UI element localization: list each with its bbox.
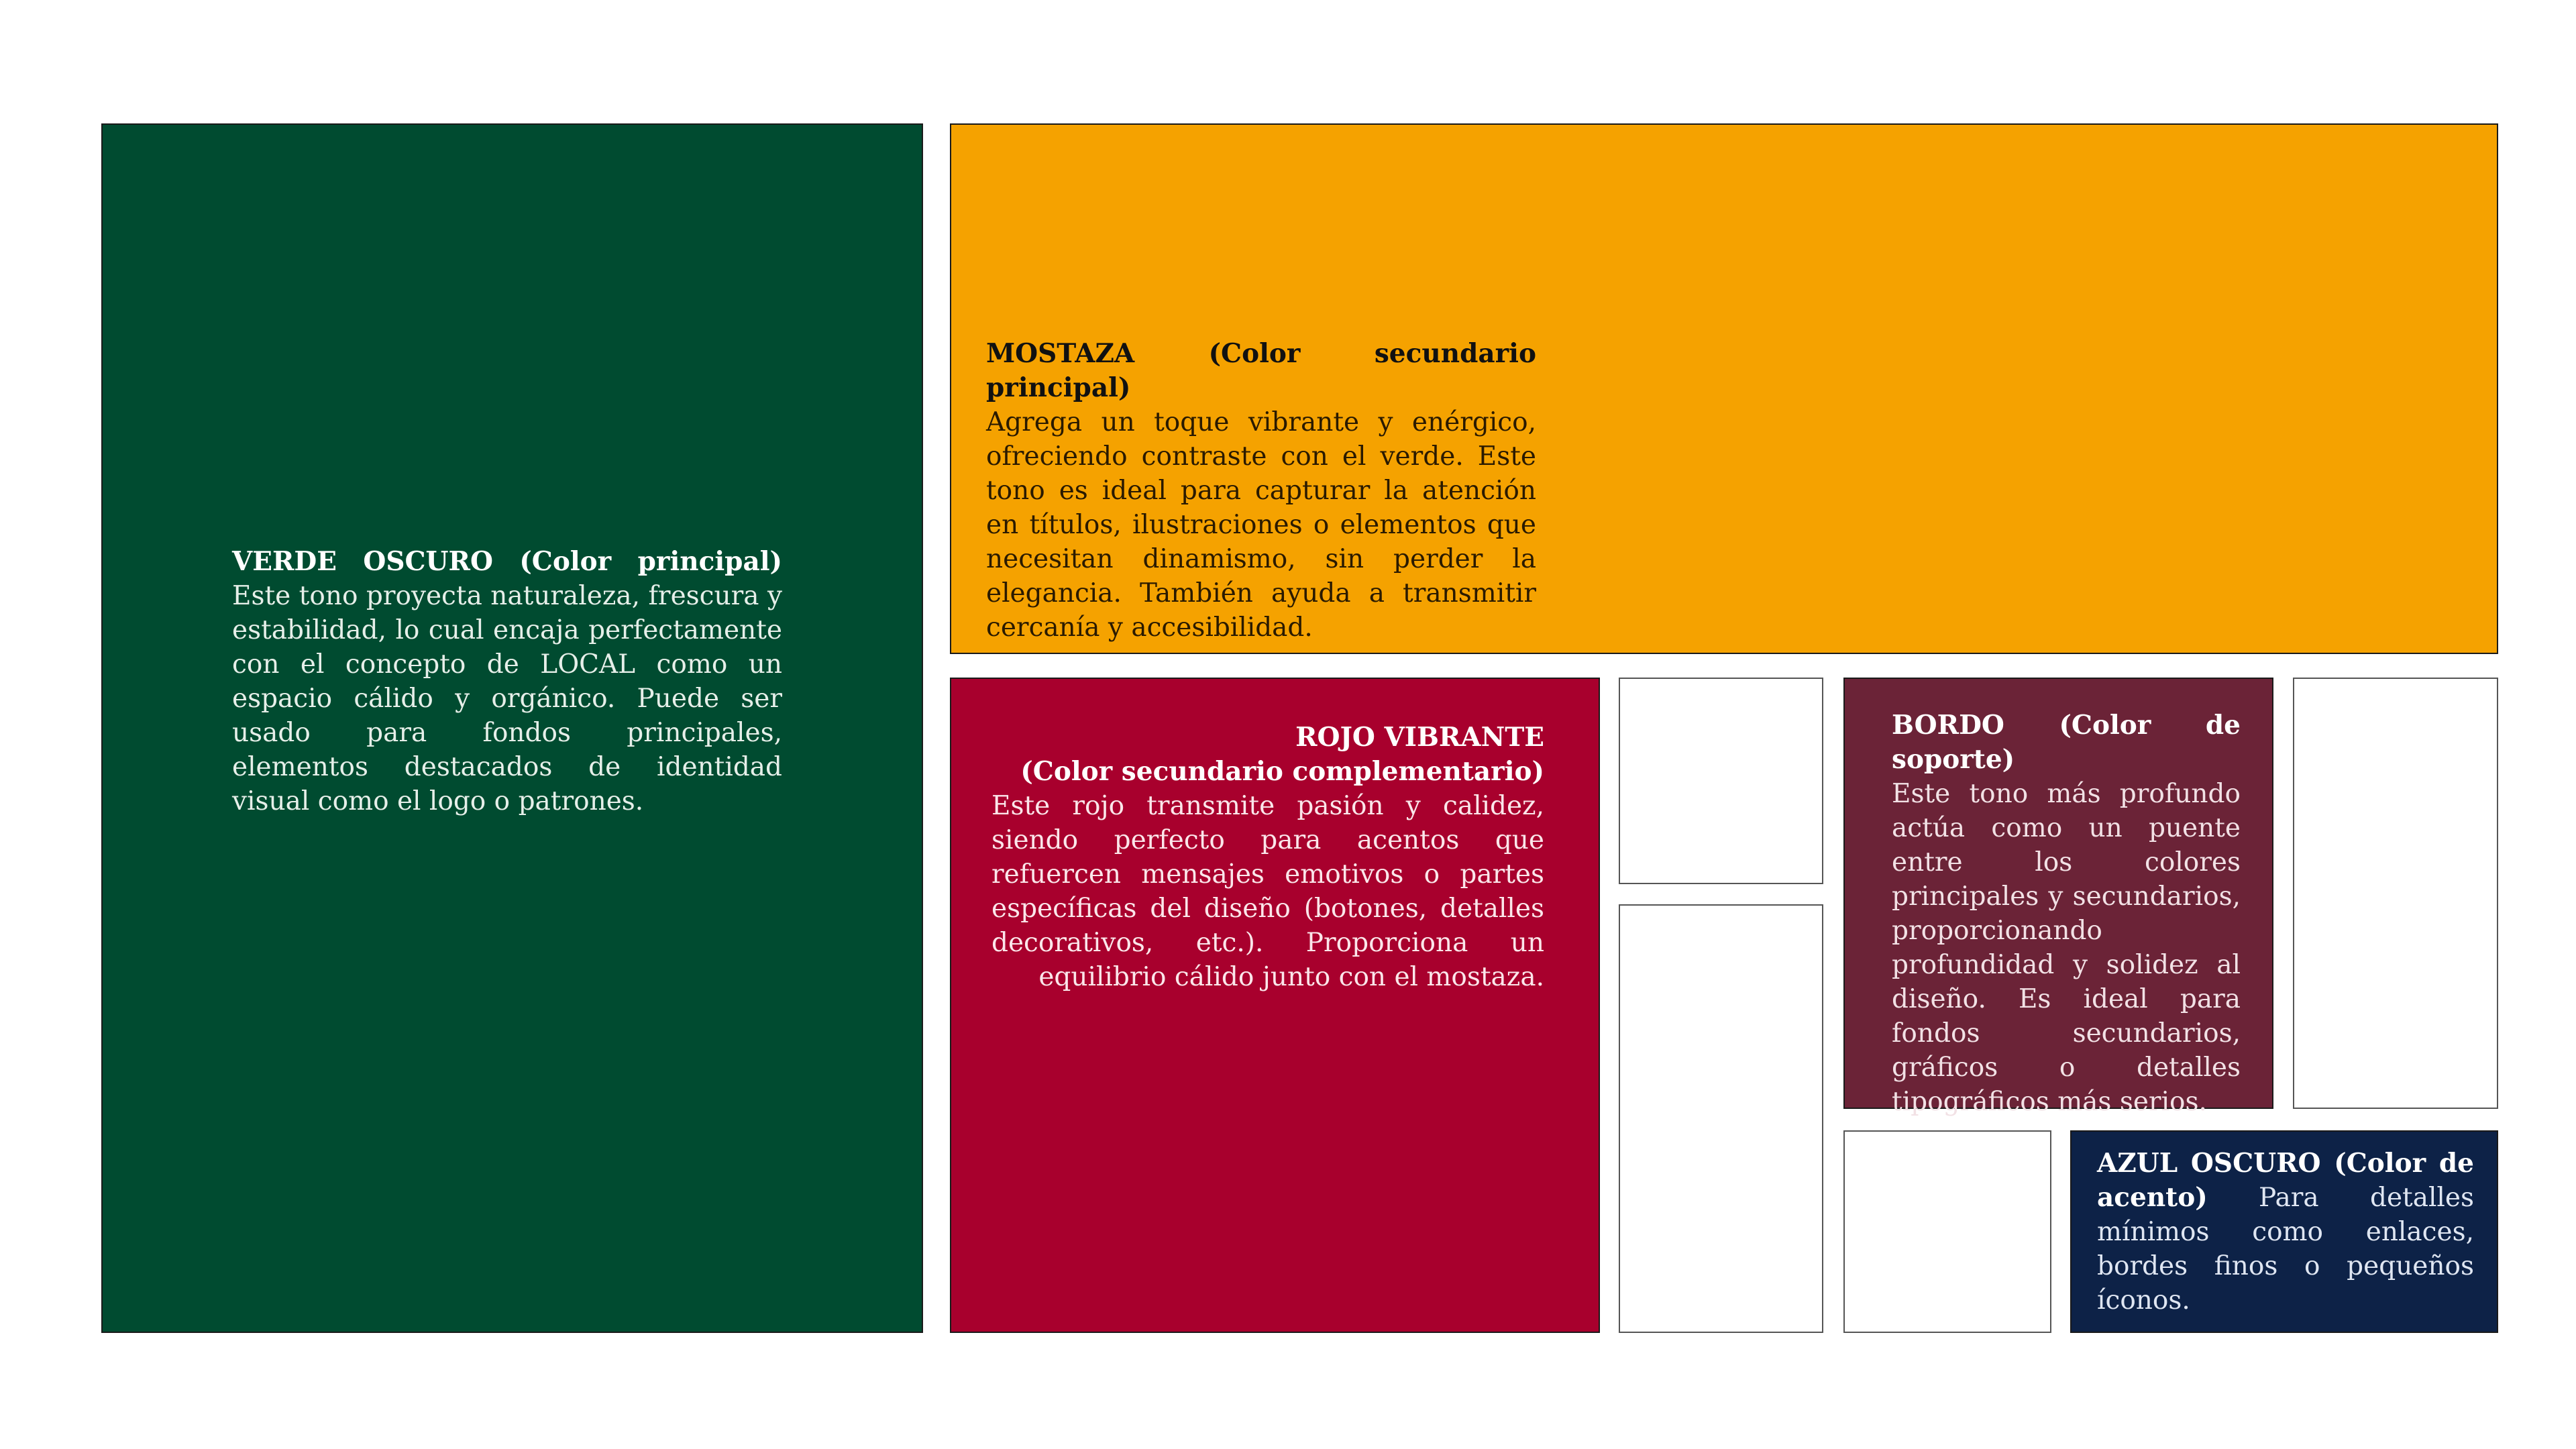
rojo-title: ROJO VIBRANTE	[1295, 722, 1544, 753]
empty-swatch-3	[2293, 678, 2498, 1109]
verde-description	[232, 545, 782, 818]
verde-title: VERDE OSCURO (Color principal)	[232, 546, 782, 577]
mostaza-body: Agrega un toque vibrante y enérgico, ofreciendo contraste con el verde. Este tono es ideal para capturar la atención en títulos, ilustraciones o elementos que necesitan dinamismo, sin perder la elegancia. También ayuda a transmitir cercanía y accesibilidad.	[986, 407, 1536, 643]
color-block-rojo-vibrante	[950, 678, 1600, 1333]
azul-title: AZUL OSCURO (Color de acento)	[2097, 1148, 2474, 1213]
empty-swatch-1	[1619, 678, 1823, 884]
color-block-mostaza	[950, 123, 2498, 654]
azul-body: Para detalles mínimos como enlaces, bordes finos o pequeños íconos.	[2097, 1183, 2474, 1316]
mostaza-description	[986, 337, 1536, 645]
empty-swatch-4	[1843, 1130, 2051, 1333]
rojo-description	[991, 720, 1544, 994]
bordo-title: BORDO (Color de soporte)	[1892, 710, 2241, 775]
color-block-verde-oscuro	[101, 123, 923, 1333]
color-block-azul-oscuro	[2070, 1130, 2498, 1333]
empty-swatch-2	[1619, 904, 1823, 1333]
rojo-subtitle: (Color secundario complementario)	[1020, 756, 1544, 787]
rojo-body: Este rojo transmite pasión y calidez, siendo perfecto para acentos que refuercen mensajes emotivos o partes específicas del diseño (botones, detalles decorativos, etc.). Proporciona un equilibrio cálido junto con el mostaza.	[991, 791, 1544, 992]
verde-body: Este tono proyecta naturaleza, frescura y estabilidad, lo cual encaja perfectamente con el concepto de LOCAL como un espacio cálido y orgánico. Puede ser usado para fondos principales, elementos destacados de identidad visual como el logo o patrones.	[232, 581, 782, 816]
mostaza-title: MOSTAZA (Color secundario principal)	[986, 338, 1536, 403]
azul-description	[2097, 1146, 2474, 1318]
bordo-body: Este tono más profundo actúa como un puente entre los colores principales y secundarios, proporcionando profundidad y solidez al diseño. Es ideal para fondos secundarios, gráficos o detalles tipográficos más serios.	[1892, 779, 2241, 1117]
color-block-bordo	[1843, 678, 2273, 1117]
bordo-description	[1892, 708, 2241, 1119]
